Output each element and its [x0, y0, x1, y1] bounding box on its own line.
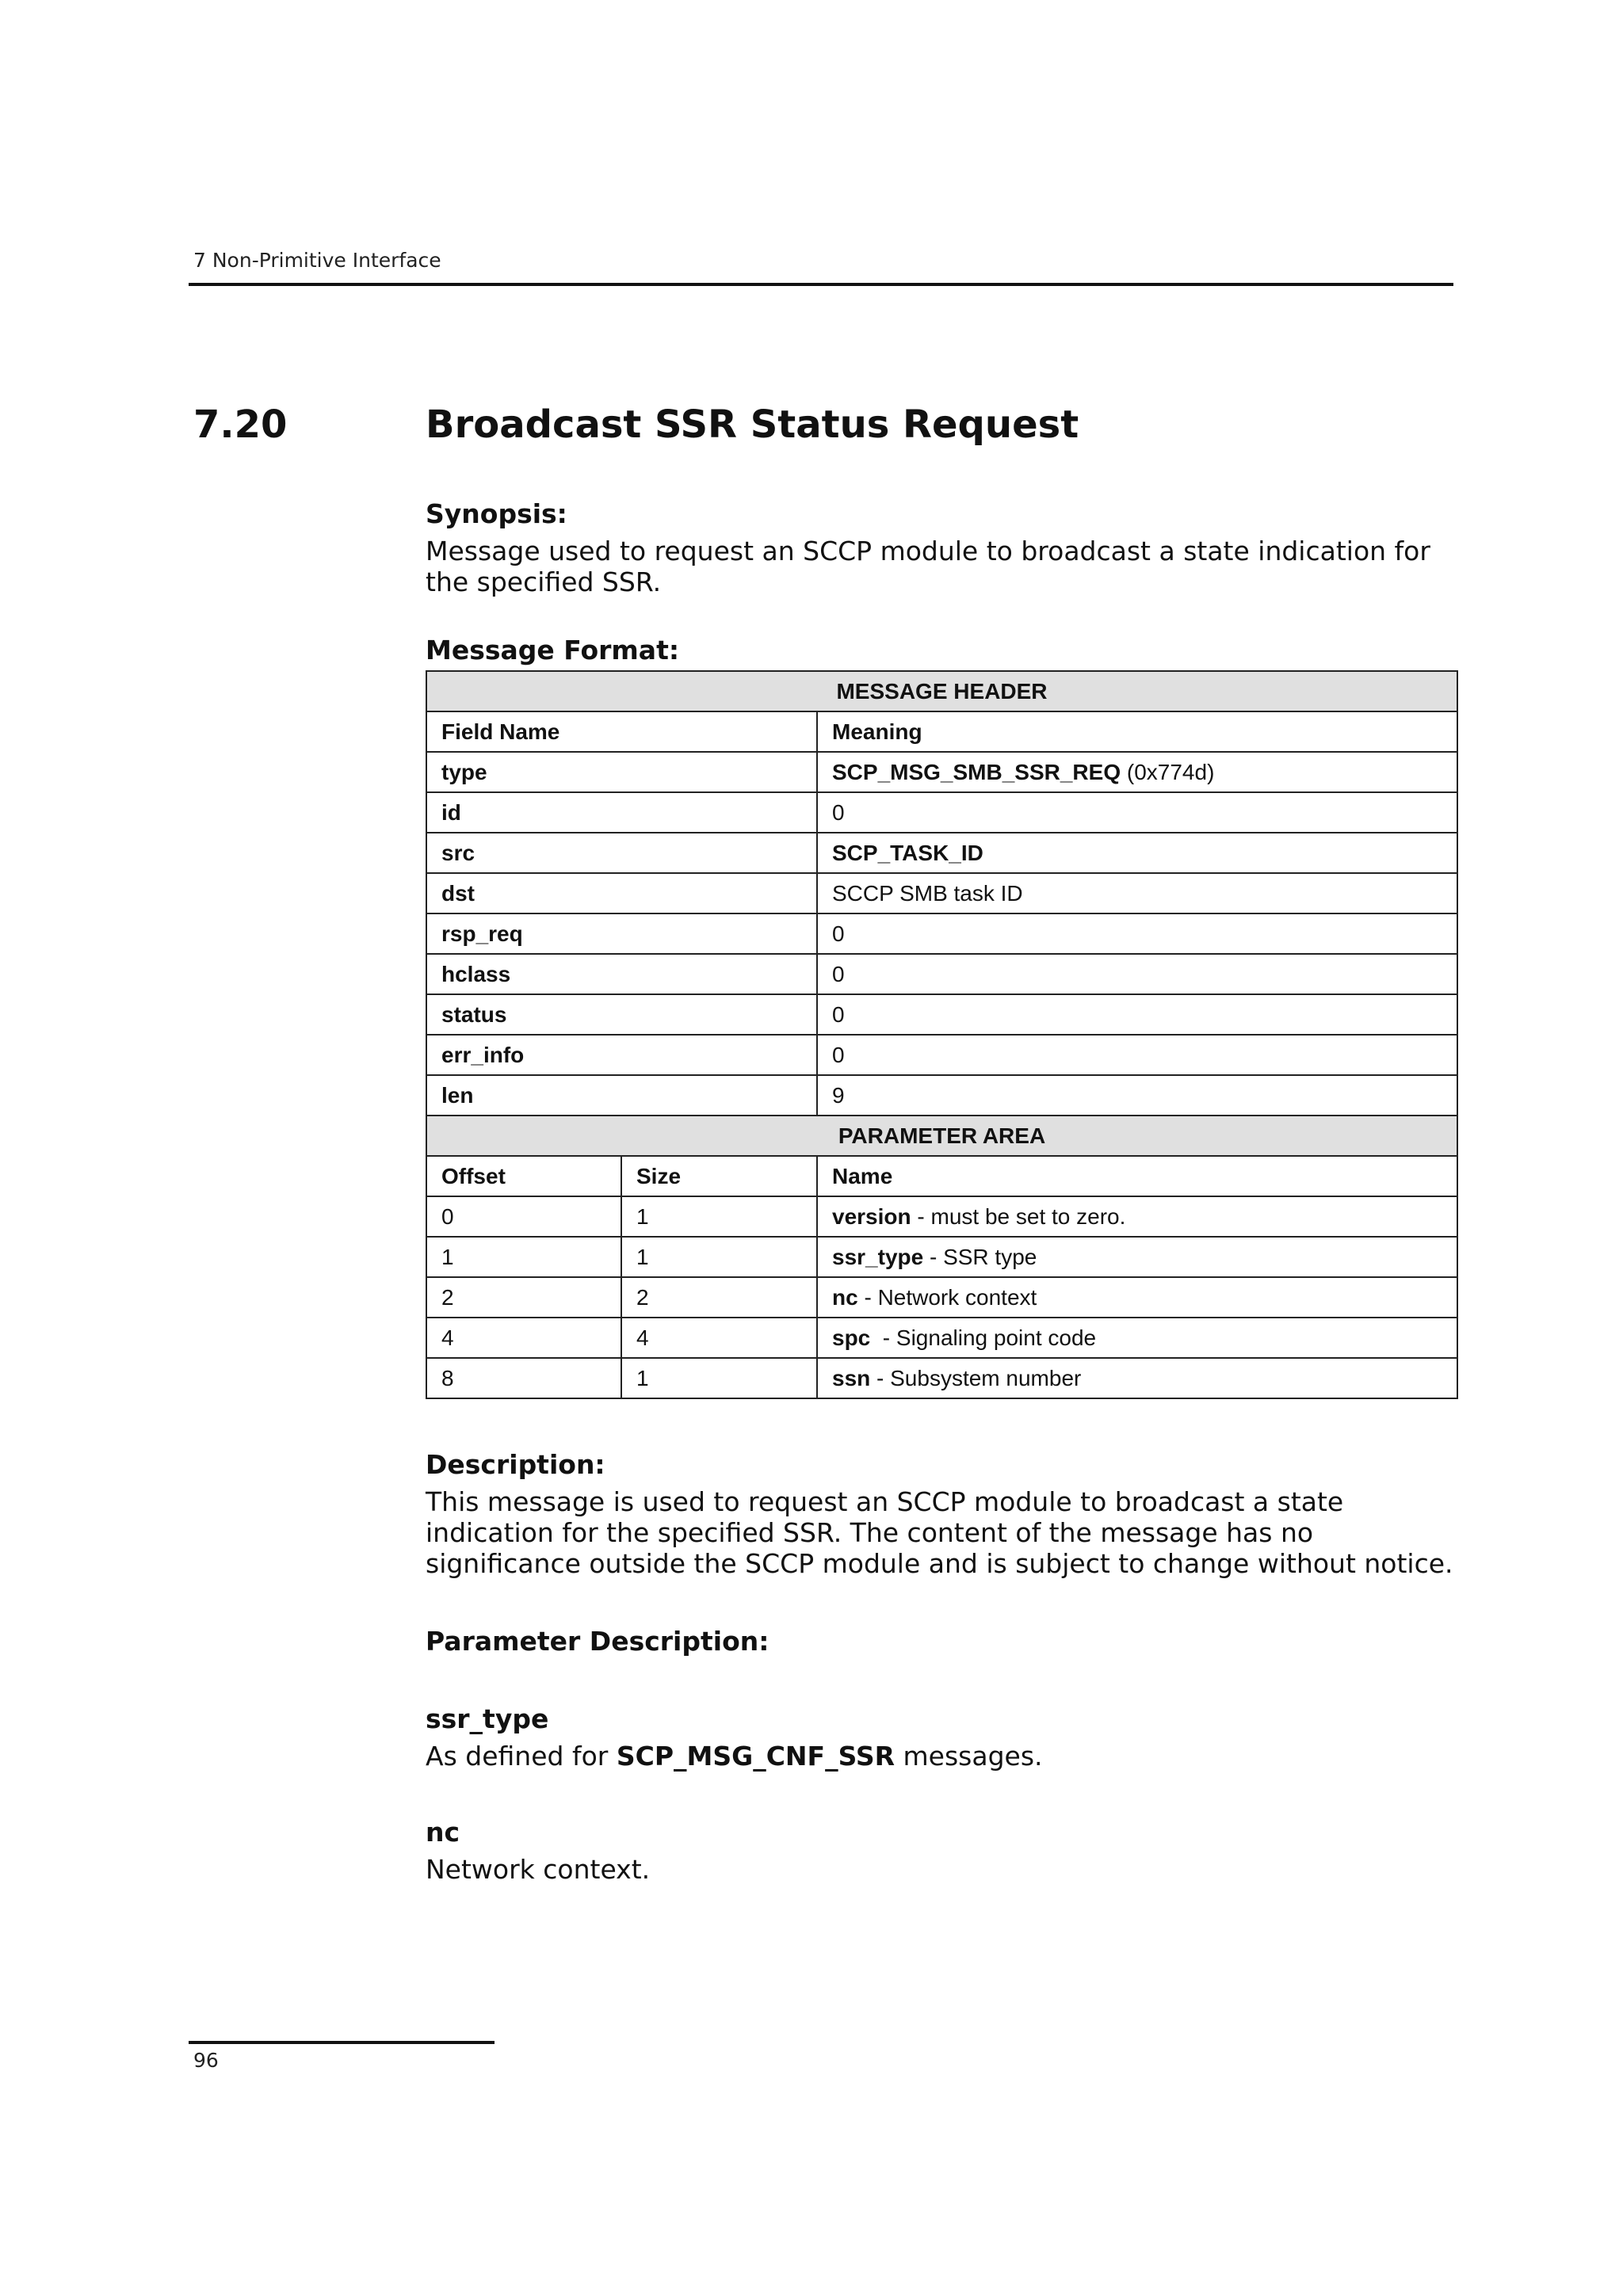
- text-before: As defined for: [426, 1741, 617, 1772]
- param-name-cell: [817, 1237, 1457, 1277]
- message-format-label: Message Format:: [426, 635, 680, 666]
- param-nc-text: [426, 1854, 1456, 1885]
- message-name: SCP_MSG_CNF_SSR: [616, 1741, 896, 1772]
- meaning-value: 0: [832, 961, 845, 986]
- param-offset: 0: [426, 1196, 621, 1237]
- table-row: [426, 1358, 1457, 1398]
- text-after: messages.: [895, 1741, 1043, 1772]
- header-columns-row: [426, 711, 1457, 752]
- param-size: 1: [621, 1196, 817, 1237]
- text-before: Network context.: [426, 1854, 651, 1885]
- parameter-area-title: PARAMETER AREA: [426, 1116, 1457, 1156]
- param-size: 2: [621, 1277, 817, 1318]
- header-rule: [189, 283, 1453, 286]
- table-row: [426, 994, 1457, 1035]
- param-name-cell: [817, 1277, 1457, 1318]
- table-row: [426, 1318, 1457, 1358]
- param-name: version: [832, 1203, 911, 1229]
- field-meaning: [817, 1075, 1457, 1116]
- column-name: Name: [817, 1156, 1457, 1196]
- message-format-table: [426, 670, 1458, 1399]
- field-name: len: [426, 1075, 817, 1116]
- param-name: spc: [832, 1325, 871, 1350]
- message-header-title: MESSAGE HEADER: [426, 671, 1457, 711]
- param-desc: - must be set to zero.: [911, 1203, 1126, 1229]
- table-row: [426, 913, 1457, 954]
- param-name: ssn: [832, 1365, 871, 1390]
- param-offset: 4: [426, 1318, 621, 1358]
- table-row: [426, 1035, 1457, 1075]
- param-name-cell: [817, 1358, 1457, 1398]
- table-row: [426, 1196, 1457, 1237]
- meaning-value: 0: [832, 921, 845, 946]
- param-name: nc: [832, 1284, 858, 1310]
- synopsis-label: Synopsis:: [426, 498, 567, 529]
- meaning-value: 9: [832, 1082, 845, 1108]
- meaning-value: 0: [832, 799, 845, 825]
- synopsis-text: Message used to request an SCCP module to broadcast a state indication for the specified SSR.: [426, 536, 1430, 597]
- param-desc: - Network context: [857, 1284, 1037, 1310]
- table-row: [426, 833, 1457, 873]
- field-name: rsp_req: [426, 913, 817, 954]
- param-offset: 2: [426, 1277, 621, 1318]
- footer-rule: [189, 2041, 495, 2044]
- param-ssr-type-name: ssr_type: [426, 1703, 549, 1734]
- column-meaning: Meaning: [817, 711, 1457, 752]
- param-name-cell: [817, 1196, 1457, 1237]
- section-number: 7.20: [193, 402, 288, 447]
- header-band-row: [426, 671, 1457, 711]
- running-header: 7 Non-Primitive Interface: [193, 249, 441, 272]
- table-row: [426, 873, 1457, 913]
- param-offset: 1: [426, 1237, 621, 1277]
- param-nc-name: nc: [426, 1817, 460, 1848]
- field-meaning: [817, 873, 1457, 913]
- field-name: hclass: [426, 954, 817, 994]
- table-row: [426, 1075, 1457, 1116]
- field-name: status: [426, 994, 817, 1035]
- field-meaning: [817, 954, 1457, 994]
- description-label: Description:: [426, 1449, 605, 1480]
- parameter-description-label: Parameter Description:: [426, 1626, 769, 1657]
- param-size: 4: [621, 1318, 817, 1358]
- parameter-band-row: [426, 1116, 1457, 1156]
- field-name: src: [426, 833, 817, 873]
- table-row: [426, 1277, 1457, 1318]
- field-name: err_info: [426, 1035, 817, 1075]
- table-row: [426, 954, 1457, 994]
- param-offset: 8: [426, 1358, 621, 1398]
- section-content: [426, 498, 1456, 1885]
- field-name: dst: [426, 873, 817, 913]
- parameter-columns-row: [426, 1156, 1457, 1196]
- param-size: 1: [621, 1237, 817, 1277]
- column-offset: Offset: [426, 1156, 621, 1196]
- field-meaning: [817, 752, 1457, 792]
- page-number: 96: [193, 2049, 219, 2072]
- field-name: id: [426, 792, 817, 833]
- column-size: Size: [621, 1156, 817, 1196]
- meaning-constant: SCP_MSG_SMB_SSR_REQ: [832, 759, 1121, 784]
- param-name: ssr_type: [832, 1244, 924, 1269]
- table-row: [426, 792, 1457, 833]
- field-name: type: [426, 752, 817, 792]
- meaning-value: 0: [832, 1001, 845, 1027]
- param-desc: - Subsystem number: [870, 1365, 1082, 1390]
- section-title: Broadcast SSR Status Request: [426, 402, 1079, 447]
- field-meaning: [817, 994, 1457, 1035]
- table-row: [426, 1237, 1457, 1277]
- param-name-cell: [817, 1318, 1457, 1358]
- meaning-value: (0x774d): [1121, 759, 1215, 784]
- meaning-constant: SCP_TASK_ID: [832, 840, 983, 865]
- field-meaning: [817, 833, 1457, 873]
- meaning-value: 0: [832, 1042, 845, 1067]
- param-ssr-type-text: [426, 1741, 1456, 1772]
- field-meaning: [817, 792, 1457, 833]
- field-meaning: [817, 913, 1457, 954]
- column-field-name: Field Name: [426, 711, 817, 752]
- meaning-value: SCCP SMB task ID: [832, 880, 1023, 906]
- field-meaning: [817, 1035, 1457, 1075]
- param-desc: - SSR type: [923, 1244, 1037, 1269]
- param-desc: - Signaling point code: [870, 1325, 1097, 1350]
- param-size: 1: [621, 1358, 817, 1398]
- table-row: [426, 752, 1457, 792]
- description-text: This message is used to request an SCCP module to broadcast a state indication for the specified SSR. The content of the message has no significance outside the SCCP module and is subject to change without notice.: [426, 1486, 1453, 1579]
